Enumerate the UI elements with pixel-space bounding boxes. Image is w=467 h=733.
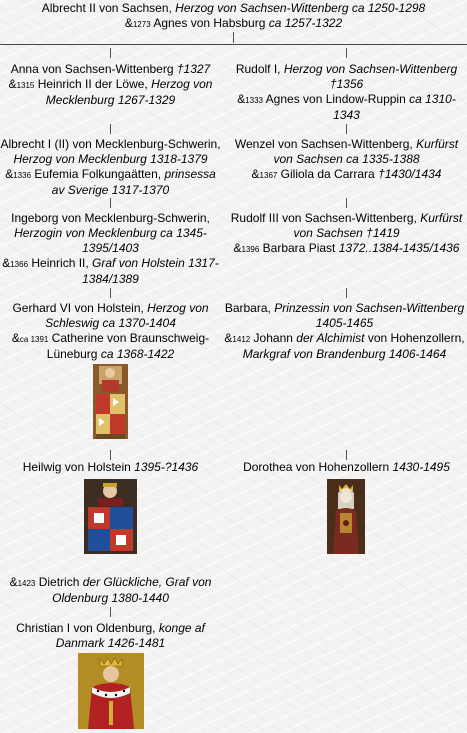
left-gen-5 (0, 460, 221, 475)
marriage-year: 1366 (10, 260, 29, 269)
right-connector (346, 198, 347, 208)
root-connector (233, 32, 234, 43)
left-connector (110, 198, 111, 208)
marriage-marker: & (8, 77, 17, 91)
left-gen-6 (0, 621, 221, 651)
marriage-year: ca 1391 (19, 335, 49, 344)
right-connector (346, 450, 347, 460)
marriage-marker: & (233, 241, 242, 255)
marriage-year: 1273 (132, 20, 151, 29)
marriage-year: 1333 (245, 96, 263, 105)
person-title: Herzogin von Mecklenburg ca 1345-1395/1403 (14, 226, 207, 255)
person-title: konge af Danmark 1426-1481 (55, 621, 205, 650)
person-name: Barbara, (224, 301, 275, 315)
spouse-title: Markgraf von Brandenburg 1406-1464 (242, 347, 447, 361)
spouse-title: Herzog von Mecklenburg 1267-1329 (45, 77, 213, 107)
person-name: Gerhard VI von Holstein, (12, 301, 148, 315)
marriage-marker: & (2, 256, 11, 270)
marriage-marker: & (251, 167, 260, 181)
spouse-name: Catherine von Braunschweig-Lüneburg (46, 331, 210, 361)
person-title: Kurfürst von Sachsen †1419 (293, 211, 463, 240)
spouse-name: Giliola da Carrara (277, 167, 379, 181)
right-gen-1 (226, 62, 467, 123)
heraldic-portrait-image (93, 364, 128, 439)
spouse-name: Eufemia Folkungaätten, (31, 167, 165, 181)
left-connector (110, 288, 111, 298)
spouse-name: Heinrich II der Löwe, (34, 77, 152, 91)
marriage-year: 1367 (259, 171, 278, 180)
spouse-name: Barbara Piast (259, 241, 339, 255)
left-gen-4 (0, 301, 221, 362)
king-portrait-image (78, 653, 144, 729)
person-title: Prinzessin von Sachsen-Wittenberg 1405-1465 (274, 301, 465, 330)
marriage-marker: & (124, 16, 133, 30)
person-name: Rudolf I, (235, 62, 284, 76)
spouse-name: Agnes von Lindow-Ruppin (263, 92, 410, 106)
root-spouse-dates: ca 1257-1322 (268, 16, 343, 30)
spouse-title: Graf von Holstein 1317-1384/1389 (82, 256, 219, 286)
spouse-title: der Glückliche, Graf von Oldenburg 1380-1440 (52, 575, 212, 605)
person-name: Dorothea von Hohenzollern (243, 460, 393, 474)
marriage-marker: & (11, 331, 20, 345)
spouse-title: ca 1368-1422 (100, 347, 175, 361)
person-title: Herzog von Mecklenburg 1318-1379 (13, 152, 208, 166)
sibling-bar (0, 44, 467, 45)
marriage-year: 1412 (232, 335, 251, 344)
person-name: Anna von Sachsen-Wittenberg (10, 62, 177, 76)
right-gen-4 (222, 301, 467, 362)
left-gen-1 (0, 62, 221, 108)
marriage-year: 1396 (241, 245, 260, 254)
spouse-title: ca 1310-1343 (333, 92, 456, 122)
person-name: Wenzel von Sachsen-Wittenberg, (234, 137, 417, 151)
right-connector (346, 288, 347, 298)
right-gen-3 (226, 211, 467, 257)
marriage-year: 1315 (16, 81, 35, 90)
marriage-marker: & (237, 92, 246, 106)
spouse-title: 1372..1384-1435/1436 (338, 241, 460, 255)
person-name: Albrecht I (II) von Mecklenburg-Schwerin, (0, 137, 221, 151)
left-gen-3 (0, 211, 221, 287)
left-gen-5-marriage (0, 575, 221, 606)
portrait-dorothea (327, 479, 365, 554)
queen-portrait-image (327, 479, 365, 554)
portrait-heilwig (84, 479, 137, 554)
spouse-title: prinsessa av Sverige 1317-1370 (51, 167, 216, 197)
root-person: Albrecht II von Sachsen, (41, 1, 176, 15)
spouse-name: Heinrich II, (28, 256, 93, 270)
spouse-name: Dietrich (35, 575, 83, 589)
portrait-gerhard (93, 364, 128, 439)
right-connector (346, 48, 347, 58)
person-dates: 1395-?1436 (134, 460, 199, 474)
root-couple (0, 1, 467, 32)
person-name: Christian I von Oldenburg, (16, 621, 159, 635)
marriage-marker: & (224, 331, 233, 345)
left-connector (110, 450, 111, 460)
marriage-year: 1423 (17, 579, 36, 588)
right-gen-5 (226, 460, 467, 475)
person-name: Heilwig von Holstein (22, 460, 135, 474)
left-connector (110, 607, 111, 617)
root-person-title: Herzog von Sachsen-Wittenberg ca 1250-1298 (175, 1, 426, 15)
spouse-name: Johann (250, 331, 297, 345)
portrait-christian (78, 653, 144, 729)
root-spouse: Agnes von Habsburg (150, 16, 269, 30)
person-title: Kurfürst von Sachsen ca 1335-1388 (273, 137, 459, 166)
person-dates: 1430-1495 (392, 460, 450, 474)
spouse-house: von Hohenzollern, (364, 331, 465, 345)
right-connector (346, 124, 347, 134)
left-connector (110, 48, 111, 58)
person-name: Ingeborg von Mecklenburg-Schwerin, (11, 211, 210, 225)
person-name: Rudolf III von Sachsen-Wittenberg, (230, 211, 421, 225)
marriage-marker: & (5, 167, 14, 181)
marriage-marker: & (9, 575, 18, 589)
left-gen-2 (0, 137, 221, 198)
marriage-year: 1336 (13, 171, 32, 180)
coat-of-arms-image (84, 479, 137, 554)
person-title: Herzog von Sachsen-Wittenberg †1356 (283, 62, 458, 91)
right-gen-2 (226, 137, 467, 183)
left-connector (110, 124, 111, 134)
person-dates: †1327 (176, 62, 211, 76)
person-title: Herzog von Schleswig ca 1370-1404 (45, 301, 209, 330)
spouse-title: †1430/1434 (378, 167, 442, 181)
spouse-epithet: der Alchimist (296, 331, 365, 345)
